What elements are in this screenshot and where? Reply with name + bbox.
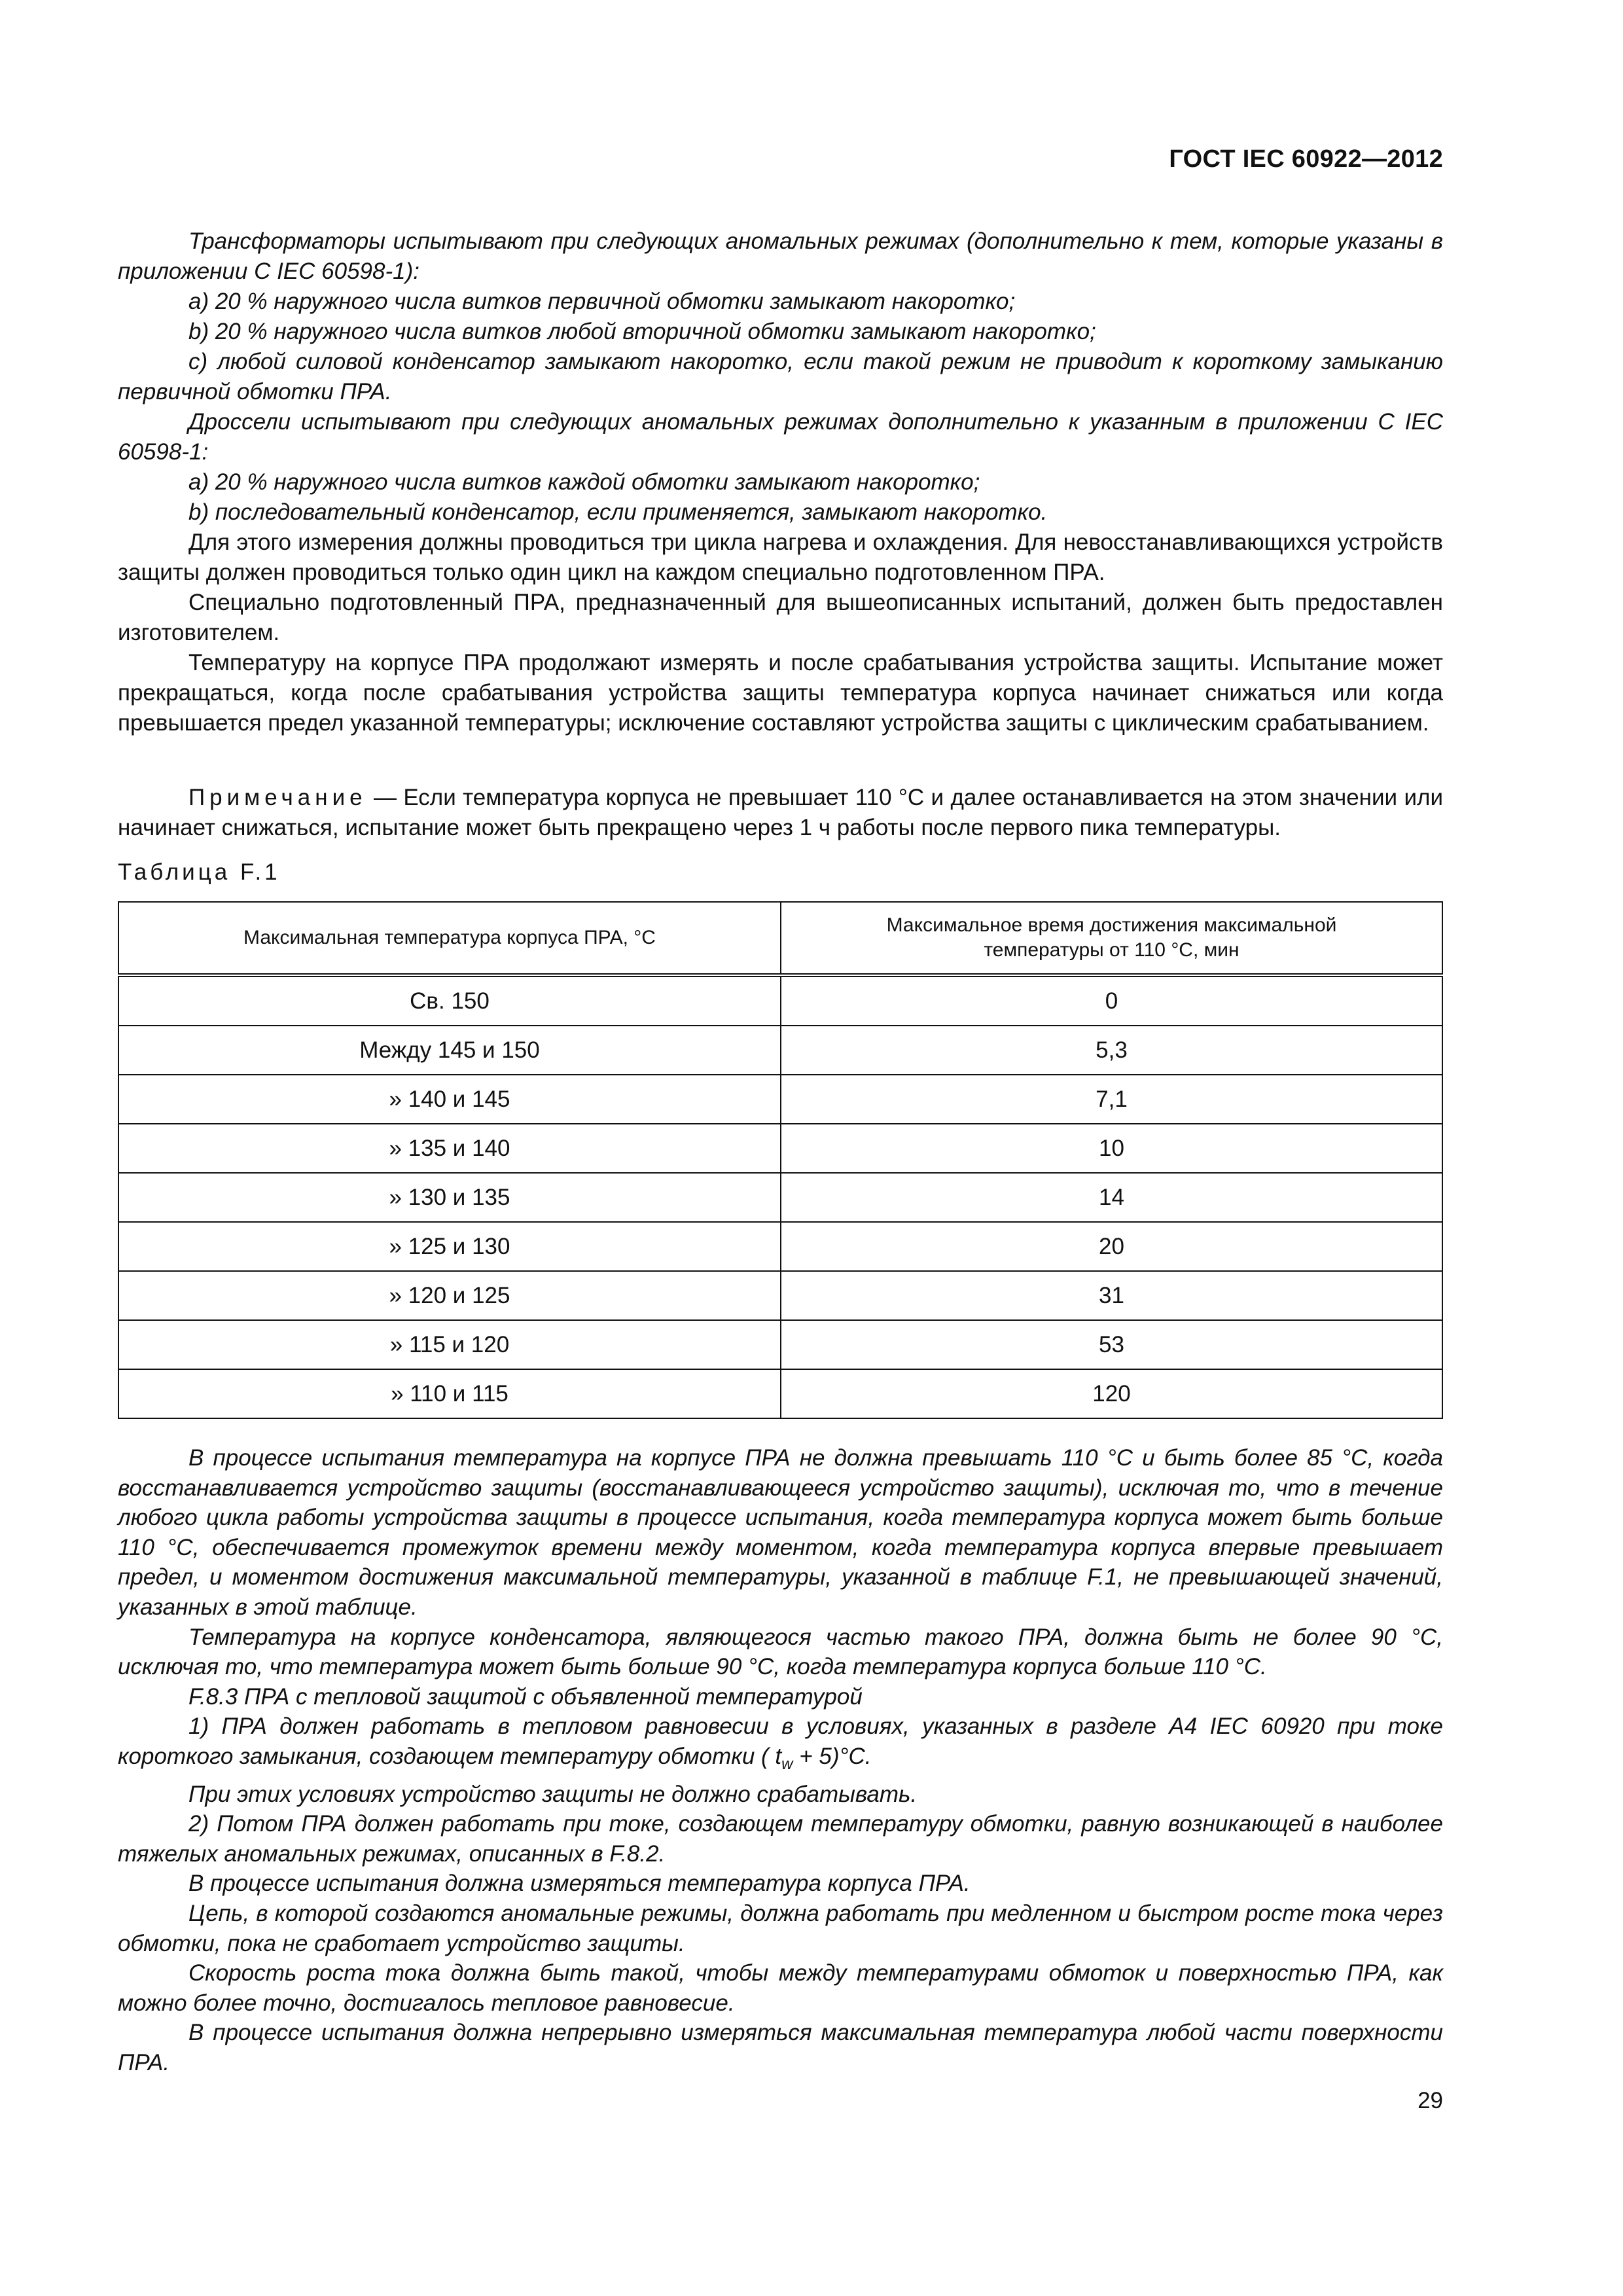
list-item: b) 20 % наружного числа витков любой вторичной обмотки замыкают накоротко; xyxy=(188,319,1096,344)
table-cell: » 135 и 140 xyxy=(118,1124,781,1173)
note-label: Примечание xyxy=(188,785,367,810)
table-cell: Св. 150 xyxy=(118,975,781,1026)
table-row xyxy=(118,1222,1442,1271)
paragraph xyxy=(118,1712,1443,1779)
table-cell: 53 xyxy=(781,1320,1442,1369)
table-cell: 14 xyxy=(781,1173,1442,1222)
table-row xyxy=(118,1271,1442,1320)
table-cell: » 110 и 115 xyxy=(118,1369,781,1418)
table-cell: » 120 и 125 xyxy=(118,1271,781,1320)
list-item: a) 20 % наружного числа витков первичной обмотки замыкают накоротко; xyxy=(188,289,1016,314)
section-heading: F.8.3 ПРА с тепловой защитой с объявленной температурой xyxy=(188,1683,863,1710)
table-cell: » 125 и 130 xyxy=(118,1222,781,1271)
table-cell: 7,1 xyxy=(781,1075,1442,1124)
document-page xyxy=(118,0,1443,2296)
table-row xyxy=(118,1369,1442,1418)
paragraph: Для этого измерения должны проводиться три цикла нагрева и охлаждения. Для невосстанавливающихся устройств защиты должен проводиться только один цикл на каждом специально подготовленном ПРА. xyxy=(118,529,1443,585)
body-text-lower xyxy=(118,1443,1443,2077)
subscript: w xyxy=(781,1755,793,1773)
table-cell: 31 xyxy=(781,1271,1442,1320)
paragraph: При этих условиях устройство защиты не должно срабатывать. xyxy=(188,1781,918,1807)
paragraph-text: + 5)°С. xyxy=(793,1743,872,1769)
table-header-row xyxy=(118,902,1442,975)
paragraph: Температура на корпусе конденсатора, являющегося частью такого ПРА, должна быть не более 90 °С, исключая то, что температура может быть больше 90 °С, когда температура корпуса больше 110 °С. xyxy=(118,1624,1443,1680)
table-cell: Между 145 и 150 xyxy=(118,1026,781,1075)
list-item: b) последовательный конденсатор, если применяется, замыкают накоротко. xyxy=(188,499,1048,525)
table-cell: 0 xyxy=(781,975,1442,1026)
column-header: Максимальная температура корпуса ПРА, °С xyxy=(118,902,781,975)
paragraph: В процессе испытания должна непрерывно измеряться максимальная температура любой части поверхности ПРА. xyxy=(118,2020,1443,2075)
table-row xyxy=(118,1075,1442,1124)
paragraph: Температуру на корпусе ПРА продолжают измерять и после срабатывания устройства защиты. Испытание может прекращаться, когда после срабатывания устройства защиты температура корпуса начинает снижаться или когда превышается предел указанной температуры; исключение составляют устройства защиты с циклическим срабатыванием. xyxy=(118,650,1443,736)
column-header xyxy=(781,902,1442,975)
table-cell: 120 xyxy=(781,1369,1442,1418)
table-cell: » 115 и 120 xyxy=(118,1320,781,1369)
paragraph: В процессе испытания должна измеряться температура корпуса ПРА. xyxy=(188,1871,971,1897)
table-cell: 5,3 xyxy=(781,1026,1442,1075)
note-text: — Если температура корпуса не превышает 110 °С и далее останавливается на этом значении или начинает снижаться, испытание может быть прекращено через 1 ч работы после первого пика температуры. xyxy=(118,785,1443,840)
table-caption: Таблица F.1 xyxy=(118,859,281,885)
paragraph: Скорость роста тока должна быть такой, чтобы между температурами обмоток и поверхностью ПРА, как можно более точно, достигалось тепловое равновесие. xyxy=(118,1960,1443,2016)
table-cell: 20 xyxy=(781,1222,1442,1271)
list-item: c) любой силовой конденсатор замыкают накоротко, если такой режим не приводит к короткому замыканию первичной обмотки ПРА. xyxy=(118,349,1443,404)
note xyxy=(118,783,1443,843)
paragraph: 2) Потом ПРА должен работать при токе, создающем температуру обмотки, равную возникающей в наиболее тяжелых аномальных режимах, описанных в F.8.2. xyxy=(118,1811,1443,1867)
table-cell: 10 xyxy=(781,1124,1442,1173)
column-header-text: Максимальное время достижения максимальной температуры от 110 °С, мин xyxy=(886,914,1337,961)
table-cell: » 140 и 145 xyxy=(118,1075,781,1124)
table-row xyxy=(118,1124,1442,1173)
paragraph-text: 1) ПРА должен работать в тепловом равновесии в условиях, указанных в разделе А4 IEC 60920 при токе короткого замыкания, создающем температуру обмотки ( t xyxy=(118,1713,1443,1769)
table-row xyxy=(118,1173,1442,1222)
table-row xyxy=(118,1320,1442,1369)
document-header: ГОСТ IEC 60922—2012 xyxy=(1169,145,1443,173)
page-number: 29 xyxy=(1418,2088,1443,2113)
temperature-table xyxy=(118,901,1443,1419)
note-paragraph xyxy=(118,783,1443,843)
table-row xyxy=(118,1026,1442,1075)
paragraph: Специально подготовленный ПРА, предназначенный для вышеописанных испытаний, должен быть предоставлен изготовителем. xyxy=(118,590,1443,645)
list-item: a) 20 % наружного числа витков каждой обмотки замыкают накоротко; xyxy=(188,469,980,495)
paragraph: Трансформаторы испытывают при следующих аномальных режимах (дополнительно к тем, которые указаны в приложении С IEC 60598-1): xyxy=(118,228,1443,284)
table-row xyxy=(118,975,1442,1026)
paragraph: В процессе испытания температура на корпусе ПРА не должна превышать 110 °С и быть более 85 °С, когда восстанавливается устройство защиты (восстанавливающееся устройство защиты), исключая то, что в течение любого цикла работы устройства защиты в процессе испытания, когда температура корпуса может быть больше 110 °С, обеспечивается промежуток времени между моментом, когда температура корпуса впервые превышает предел, и моментом достижения максимальной температуры, указанной в таблице F.1, не превышающей значений, указанных в этой таблице. xyxy=(118,1445,1443,1620)
paragraph: Цепь, в которой создаются аномальные режимы, должна работать при медленном и быстром росте тока через обмотки, пока не сработает устройство защиты. xyxy=(118,1900,1443,1956)
body-text-upper xyxy=(118,226,1443,738)
table-cell: » 130 и 135 xyxy=(118,1173,781,1222)
paragraph: Дроссели испытывают при следующих аномальных режимах дополнительно к указанным в приложении С IEC 60598-1: xyxy=(118,409,1443,465)
